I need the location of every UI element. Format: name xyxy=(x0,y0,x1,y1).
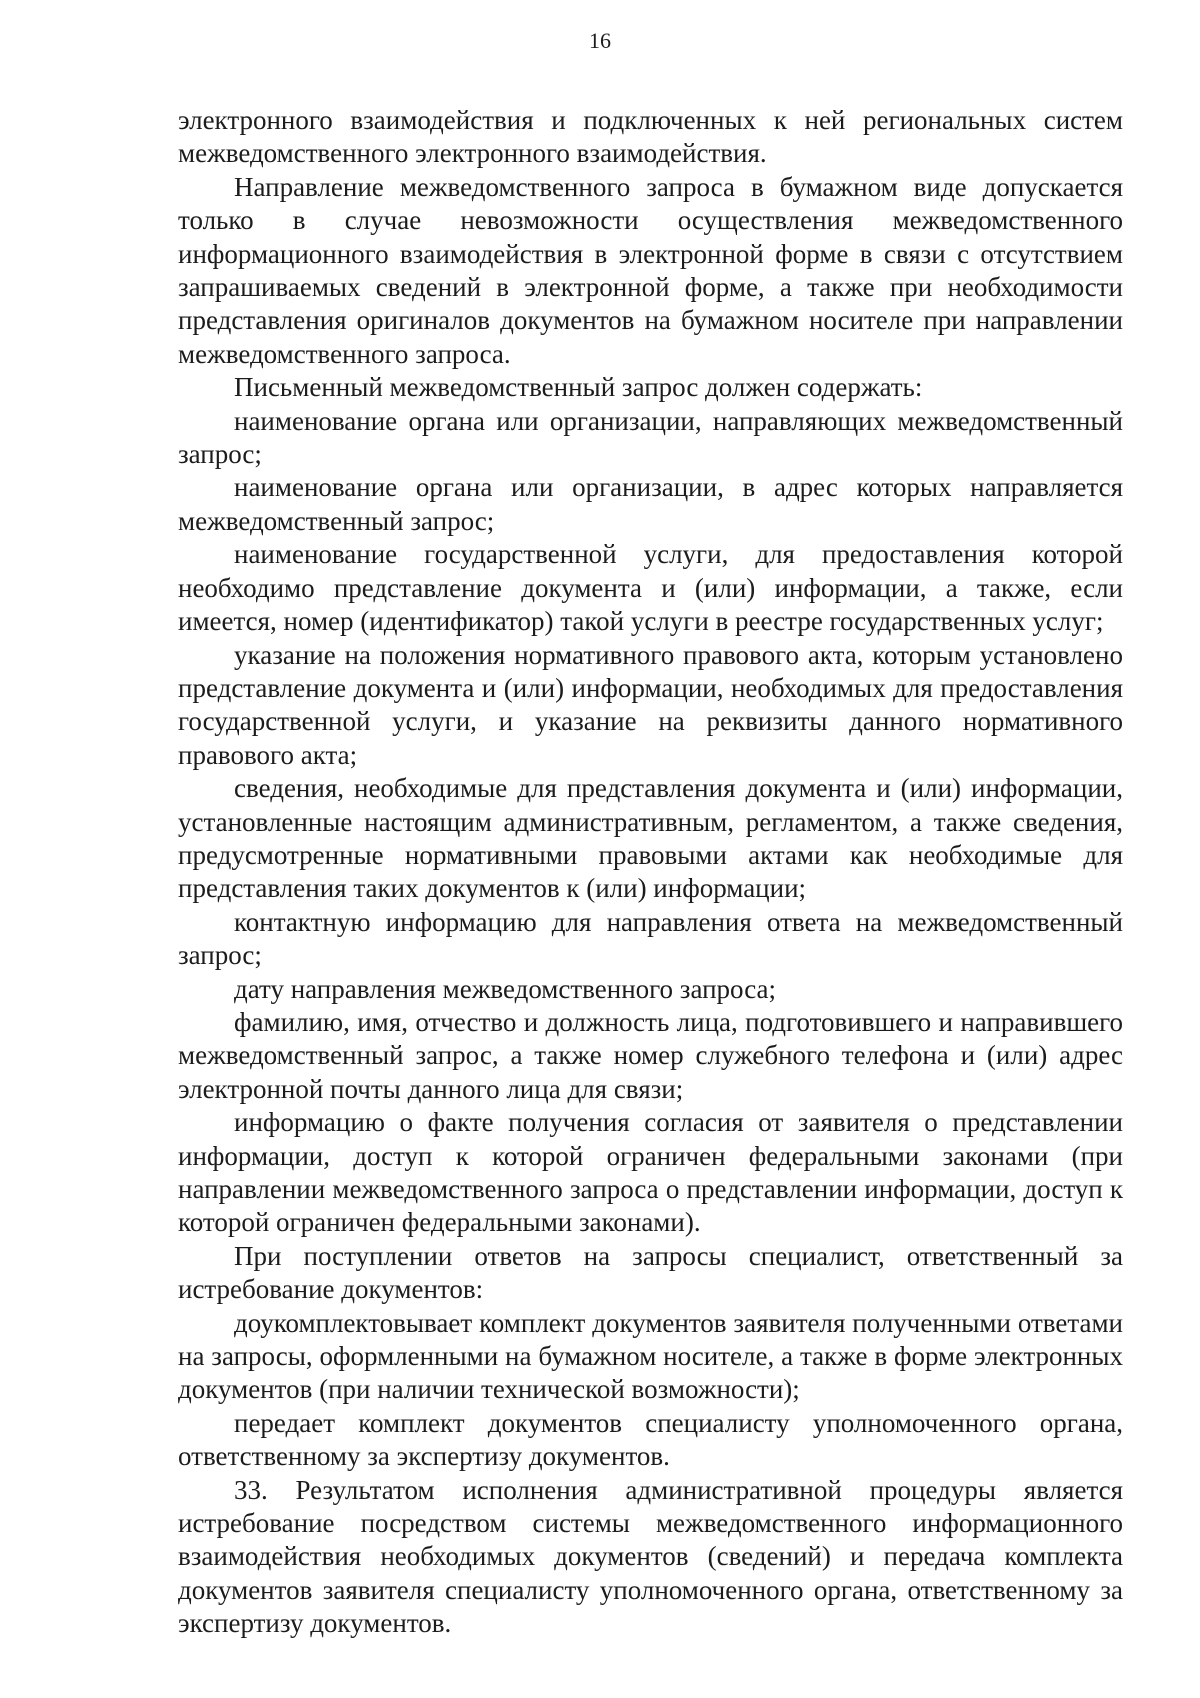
list-item-required-info: сведения, необходимые для представления документа и (или) информации, установленные настоящим административным, регламентом, а также сведения, предусмотренные нормативными правовыми актами как необходимые для представления таких документов к (или) информации; xyxy=(178,773,1123,904)
list-item-consent-info: информацию о факте получения согласия от заявителя о представлении информации, доступ к которой ограничен федеральными законами (при направлении межведомственного запроса о представлении информации, доступ к которой ограничен федеральными законами). xyxy=(178,1107,1123,1238)
list-item-responsible-person: фамилию, имя, отчество и должность лица, подготовившего и направившего межведомственный запрос, а также номер служебного телефона и (или) адрес электронной почты данного лица для связи; xyxy=(178,1006,1123,1104)
list-item-complete-documents: доукомплектовывает комплект документов заявителя полученными ответами на запросы, оформленными на бумажном носителе, а также в форме электронных документов (при наличии технической возможности); xyxy=(178,1307,1123,1405)
paragraph-request-contents-intro: Письменный межведомственный запрос должен содержать: xyxy=(234,372,923,403)
list-item-transfer-documents: передает комплект документов специалисту уполномоченного органа, ответственному за экспертизу документов. xyxy=(178,1407,1123,1472)
document-body xyxy=(178,104,1123,1641)
list-item-service-name: наименование государственной услуги, для предоставления которой необходимо представление документа и (или) информации, а также, если имеется, номер (идентификатор) такой услуги в реестре государственных услуг; xyxy=(178,539,1123,637)
list-item-sender-name: наименование органа или организации, направляющих межведомственный запрос; xyxy=(178,405,1123,470)
list-item-recipient-name: наименование органа или организации, в адрес которых направляется межведомственный запрос; xyxy=(178,472,1123,536)
paragraph-responses-received: При поступлении ответов на запросы специалист, ответственный за истребование документов: xyxy=(178,1240,1123,1305)
list-item-legal-act: указание на положения нормативного правового акта, которым установлено представление документа и (или) информации, необходимых для предоставления государственной услуги, и указание на реквизиты данного нормативного правового акта; xyxy=(178,639,1123,770)
list-item-contact-info: контактную информацию для направления ответа на межведомственный запрос; xyxy=(178,906,1123,971)
paragraph-paper-request: Направление межведомственного запроса в бумажном виде допускается только в случае невозможности осуществления межведомственного информационного взаимодействия в электронной форме в связи с отсутствием запрашиваемых сведений в электронной форме, а также при необходимости представления оригиналов документов на бумажном носителе при направлении межведомственного запроса. xyxy=(178,171,1123,369)
paragraph-section-33: 33. Результатом исполнения административной процедуры является истребование посредством системы межведомственного информационного взаимодействия необходимых документов (сведений) и передача комплекта документов заявителя специалисту уполномоченного органа, ответственному за экспертизу документов. xyxy=(178,1474,1123,1639)
page-number: 16 xyxy=(589,28,611,53)
paragraph-continuation: электронного взаимодействия и подключенных к ней региональных систем межведомственного электронного взаимодействия. xyxy=(178,105,1123,169)
list-item-request-date: дату направления межведомственного запроса; xyxy=(234,973,777,1004)
